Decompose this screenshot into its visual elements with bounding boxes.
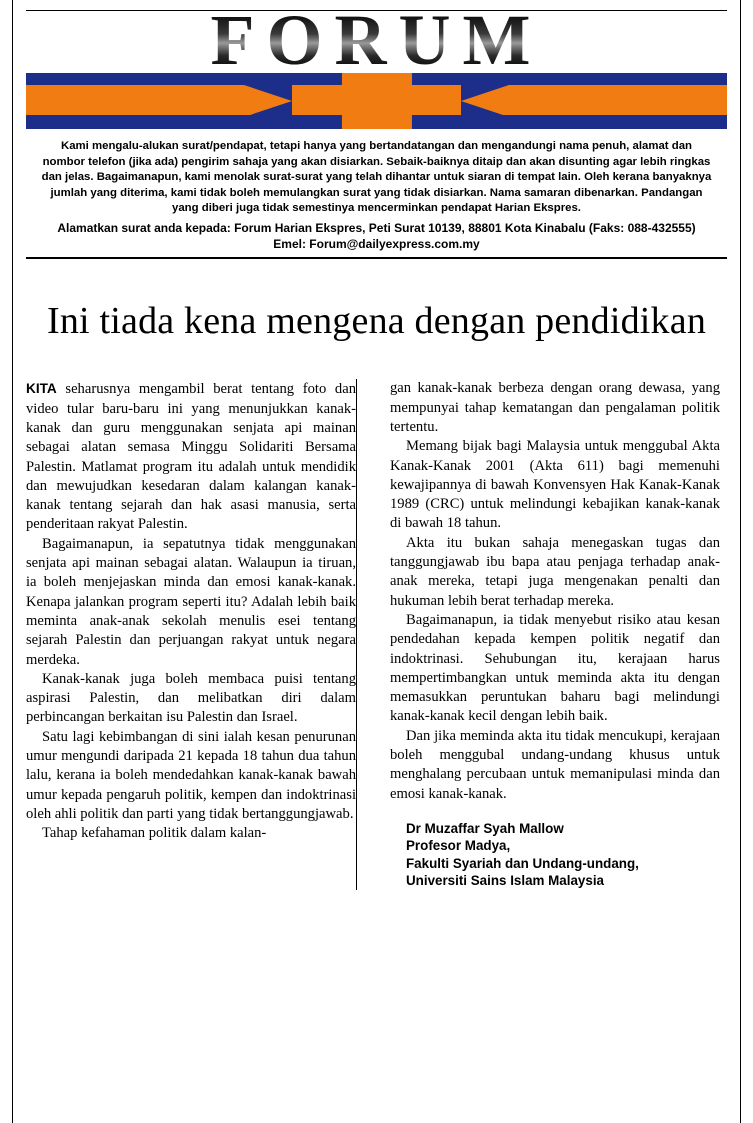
signoff-author-name: Dr Muzaffar Syah Mallow [406,820,564,836]
article-paragraph: Akta itu bukan sahaja menegaskan tugas dan tanggungjawab ibu bapa atau penjaga terhadap anak-anak mereka, tetapi juga mengenakan penalti dan hukuman lebih berat terhadap mereka. [390,534,720,609]
banner-center-block [341,73,411,129]
banner-triangle-left [208,73,292,129]
article-paragraph: Dan jika meminda akta itu tidak mencukupi, kerajaan boleh menggubal undang-undang khusus untuk menghalang percubaan untuk memanipulasi minda dan emosi kanak-kanak. [390,727,720,802]
signoff-title: Profesor Madya, [406,838,511,854]
signoff-faculty: Fakulti Syariah dan Undang-undang, [406,855,639,871]
article-paragraph: Tahap kefahaman politik dalam kalan- [42,825,267,842]
article-paragraph: Satu lagi kebimbangan di sini ialah kesan penurunan umur mengundi daripada 21 kepada 18 tahun dua tahun lalu, kerana ia boleh mendedahkan kanak-kanak bawah umur kepada pengaruh politik, kempen dan indoktrinasi oleh ahli politik dan parti yang tidak bertanggungjawab. [26,728,356,822]
page-frame-left-rule [12,0,13,1123]
article-signoff [390,820,720,890]
article-paragraph: Memang bijak bagi Malaysia untuk menggubal Akta Kanak-Kanak 2001 (Akta 611) bagi memenuhi kewajipannya di bawah Konvensyen Hak Kanak-Kanak 1989 (CRC) untuk melindungi kebajikan kanak-kanak di bawah 18 tahun. [390,438,720,532]
forum-banner-graphic [26,15,727,135]
forum-wordmark [26,15,727,71]
article-column-left [26,379,373,890]
forum-address-line: Alamatkan surat anda kepada: Forum Harian Ekspres, Peti Surat 10139, 88801 Kota Kinabalu (Faks: 088-432555) Emel: Forum@dailyexpress.com.my [57,220,696,251]
article-paragraph: Bagaimanapun, ia sepatutnya tidak menggunakan senjata api mainan sebagai alatan. Walaupun ia tiruan, ia boleh menjejaskan minda dan emosi kanak-kanak. Kenapa jalankan program seperti itu? Adalah lebih baik meminta anak-anak sekolah menulis esei tentang sejarah Palestin dan perjuangan rakyat untuk negara merdeka. [26,535,356,668]
article-paragraph [26,379,356,534]
forum-banner-bars [26,73,727,129]
article-paragraph: Bagaimanapun, ia tidak menyebut risiko atau kesan pendedahan kepada kempen politik negatif dan indoktrinasi. Sehubungan itu, kerajaan harus mempertimbangkan untuk meminda akta itu dengan memasukkan peruntukan baharu bagi melindungi kanak-kanak kecil dengan lebih baik. [390,611,720,725]
column-divider-rule [356,379,357,890]
forum-masthead [26,10,727,259]
article-headline: Ini tiada kena mengena dengan pendidikan [46,299,707,342]
article-column-right [373,379,720,890]
forum-wordmark-text: FORUM [26,15,727,71]
page-frame-right-rule [740,0,741,1123]
article-paragraph: Kanak-kanak juga boleh membaca puisi tentang aspirasi Palestin, dan melibatkan diri dalam perbincangan berkaitan isu Palestin dan Israel. [26,670,356,726]
article-paragraph-text: seharusnya mengambil berat tentang foto dan video tular baru-baru ini yang menunjukkan kanak-kanak dan guru menggunakan senjata api mainan sebagai alatan semasa Minggu Solidariti Bersama Palestin. Matlamat program itu adalah untuk mendidik dan mewujudkan kesedaran dalam kalangan kanak-kanak tentang sejarah dan hak asasi manusia, serta penderitaan rakyat Palestin. [26,381,356,533]
article-lead-word: KITA [26,381,57,397]
article-body [26,379,727,890]
masthead-bottom-rule [26,257,727,259]
forum-submission-note: Kami mengalu-alukan surat/pendapat, tetapi hanya yang bertandatangan dan mengandungi nama penuh, alamat dan nombor telefon (jika ada) pengirim sahaja yang akan disiarkan. Sebaik-baiknya ditaip dan akan disunting agar lebih ringkas dan jelas. Bagaimanapun, kami menolak surat-surat yang telah dihantar untuk siaran di tempat lain. Oleh kerana banyaknya jumlah yang diterima, kami tidak boleh memulangkan surat yang tidak disiarkan. Nama samaran dibenarkan. Pandangan yang diberi juga tidak semestinya mencerminkan pendapat Harian Ekspres. [41,140,712,214]
banner-triangle-right [461,73,545,129]
signoff-institution: Universiti Sains Islam Malaysia [406,873,604,889]
article-paragraph: gan kanak-kanak berbeza dengan orang dewasa, yang mempunyai tahap kematangan dan pengalaman politik tertentu. [390,380,720,435]
